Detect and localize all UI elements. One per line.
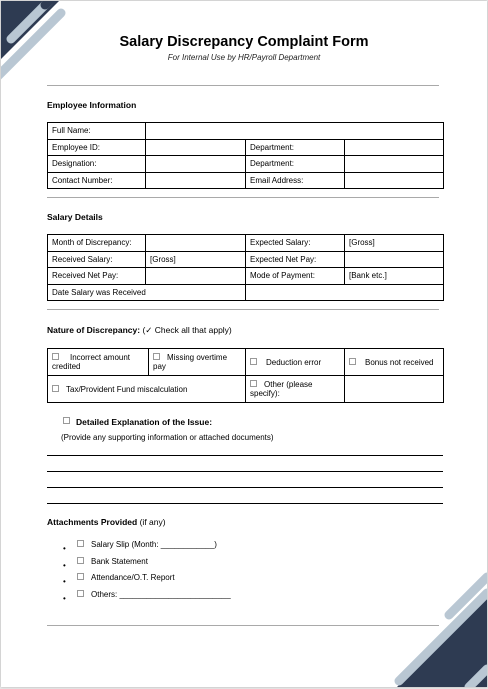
- option-tax-pf[interactable]: [48, 376, 246, 403]
- divider: [47, 309, 439, 310]
- table-row: [48, 251, 444, 268]
- checkbox-icon[interactable]: [153, 353, 160, 360]
- table-row: [48, 123, 444, 140]
- section-employee-heading: Employee Information: [47, 100, 137, 110]
- explanation-heading-text: Detailed Explanation of the Issue:: [76, 417, 213, 427]
- attachments-heading-suffix: (if any): [139, 517, 166, 527]
- checkbox-icon[interactable]: [250, 380, 257, 387]
- month-field[interactable]: [146, 235, 246, 252]
- email-address-label: Email Address:: [246, 172, 345, 189]
- received-salary-field[interactable]: [Gross]: [146, 251, 246, 268]
- department-label-2: Department:: [246, 156, 345, 173]
- explanation-line[interactable]: [47, 471, 443, 472]
- option-label: Missing overtime pay: [153, 353, 228, 371]
- employee-table: [47, 122, 444, 189]
- department-field[interactable]: [345, 139, 444, 156]
- table-row: [48, 235, 444, 252]
- expected-net-pay-field[interactable]: [345, 251, 444, 268]
- received-net-pay-label: Received Net Pay:: [48, 268, 146, 285]
- mode-of-payment-label: Mode of Payment:: [246, 268, 345, 285]
- option-other[interactable]: [246, 376, 345, 403]
- nature-heading-text: Nature of Discrepancy:: [47, 325, 141, 335]
- table-row: [48, 172, 444, 189]
- table-row: [48, 284, 444, 301]
- checkbox-icon[interactable]: [77, 573, 84, 580]
- received-salary-label: Received Salary:: [48, 251, 146, 268]
- attachment-label: Attendance/O.T. Report: [91, 573, 175, 582]
- option-incorrect-amount[interactable]: [48, 349, 149, 376]
- section-salary-heading: Salary Details: [47, 212, 103, 222]
- department-field-2[interactable]: [345, 156, 444, 173]
- attachment-item[interactable]: [77, 590, 231, 599]
- bullet-icon: •: [63, 594, 66, 603]
- employee-id-label: Employee ID:: [48, 139, 146, 156]
- form-page: [1, 1, 487, 687]
- date-received-label: Date Salary was Received: [48, 284, 246, 301]
- option-deduction-error[interactable]: [246, 349, 345, 376]
- option-label: Deduction error: [266, 357, 322, 367]
- checkbox-icon[interactable]: [77, 590, 84, 597]
- option-label: Other (please specify):: [250, 380, 313, 398]
- checkbox-icon[interactable]: [77, 557, 84, 564]
- explanation-line[interactable]: [47, 487, 443, 488]
- attachment-item[interactable]: [77, 573, 175, 582]
- divider: [47, 197, 439, 198]
- nature-table: [47, 348, 444, 403]
- expected-net-pay-label: Expected Net Pay:: [246, 251, 345, 268]
- attachment-item[interactable]: [77, 540, 217, 549]
- employee-id-field[interactable]: [146, 139, 246, 156]
- option-label: Tax/Provident Fund miscalculation: [66, 384, 188, 394]
- checkbox-icon[interactable]: [52, 353, 59, 360]
- attachment-label: Bank Statement: [91, 557, 148, 566]
- contact-number-label: Contact Number:: [48, 172, 146, 189]
- section-nature-heading: [47, 325, 232, 336]
- explanation-heading: [63, 417, 212, 427]
- option-label: Bonus not received: [365, 357, 434, 367]
- expected-salary-field[interactable]: [Gross]: [345, 235, 444, 252]
- bullet-icon: •: [63, 544, 66, 553]
- table-row: [48, 139, 444, 156]
- section-attachments-heading: [47, 517, 166, 527]
- designation-field[interactable]: [146, 156, 246, 173]
- designation-label: Designation:: [48, 156, 146, 173]
- checkbox-icon[interactable]: [52, 385, 59, 392]
- option-missing-overtime[interactable]: [149, 349, 246, 376]
- table-row: [48, 349, 444, 376]
- expected-salary-label: Expected Salary:: [246, 235, 345, 252]
- page-title: Salary Discrepancy Complaint Form: [119, 34, 369, 50]
- checkbox-icon[interactable]: [349, 358, 356, 365]
- received-net-pay-field[interactable]: [146, 268, 246, 285]
- checkbox-icon[interactable]: [77, 540, 84, 547]
- divider: [47, 625, 439, 626]
- explanation-line[interactable]: [47, 503, 443, 504]
- checkbox-icon[interactable]: [63, 417, 70, 424]
- checkbox-icon[interactable]: [250, 358, 257, 365]
- page-subtitle: For Internal Use by HR/Payroll Department: [167, 53, 321, 62]
- bullet-icon: •: [63, 561, 66, 570]
- attachment-label: Others: _________________________: [91, 590, 231, 599]
- option-label: Incorrect amount credited: [52, 353, 131, 371]
- full-name-field[interactable]: [146, 123, 444, 140]
- table-row: [48, 268, 444, 285]
- month-label: Month of Discrepancy:: [48, 235, 146, 252]
- table-row: [48, 156, 444, 173]
- mode-of-payment-field[interactable]: [Bank etc.]: [345, 268, 444, 285]
- department-label: Department:: [246, 139, 345, 156]
- option-other-field[interactable]: [345, 376, 444, 403]
- email-address-field[interactable]: [345, 172, 444, 189]
- attachment-label: Salary Slip (Month: ____________): [91, 540, 217, 549]
- explanation-note: (Provide any supporting information or attached documents): [61, 433, 274, 442]
- divider: [47, 85, 439, 86]
- attachment-item[interactable]: [77, 557, 148, 566]
- date-received-field[interactable]: [246, 284, 444, 301]
- contact-number-field[interactable]: [146, 172, 246, 189]
- full-name-label: Full Name:: [48, 123, 146, 140]
- option-bonus-not-received[interactable]: [345, 349, 444, 376]
- bullet-icon: •: [63, 577, 66, 586]
- nature-hint: (✓ Check all that apply): [142, 325, 232, 335]
- attachments-heading-text: Attachments Provided: [47, 517, 138, 527]
- salary-table: [47, 234, 444, 301]
- table-row: [48, 376, 444, 403]
- explanation-line[interactable]: [47, 455, 443, 456]
